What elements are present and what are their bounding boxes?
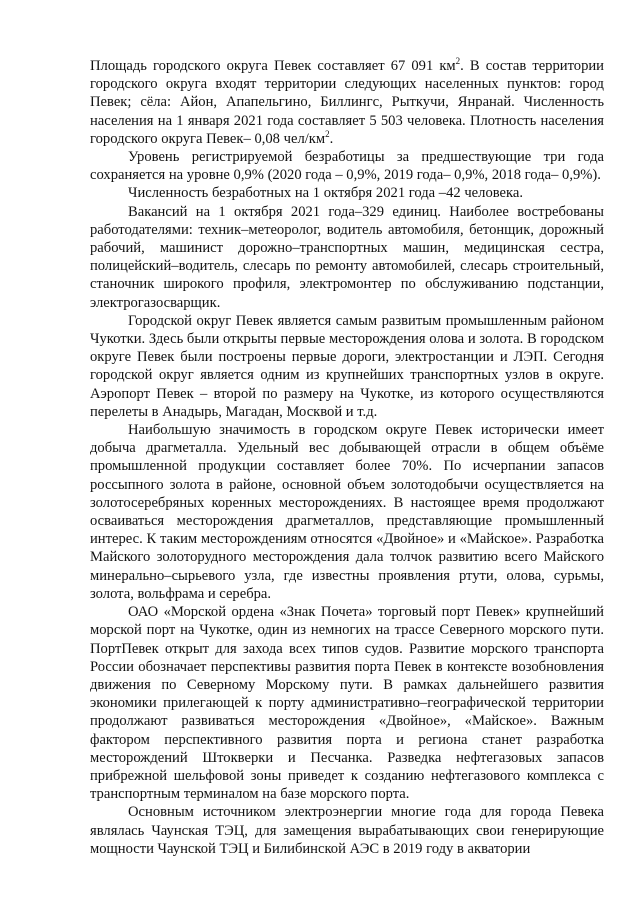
paragraph-unemployment-rate: Уровень регистрируемой безработицы за предшествующие три года сохраняется на уровне 0,9% (2020 года – 0,9%, 2019 года– 0,9%, 2018 года– 0,9%). xyxy=(90,149,604,184)
superscript-area-unit: 2 xyxy=(455,56,461,67)
territory-text-part-1: Площадь городского округа Певек составляет 67 091 км xyxy=(90,58,456,74)
document-body xyxy=(90,57,604,858)
paragraph-electricity: Основным источником электроэнергии многие года для города Певека являлась Чаунская ТЭЦ, для замещения вырабатывающих свои генерирующие мощности Чаунской ТЭЦ и Билибинской АЭС в 2019 году в акватории xyxy=(90,804,604,857)
paragraph-vacancies: Вакансий на 1 октября 2021 года–329 единиц. Наиболее востребованы работодателями: техник–метеоролог, водитель автомобиля, бетонщик, дорожный рабочий, машинист дорожно–транспортных машин, медицинская сестра, полицейский–водитель, слесарь по ремонту автомобилей, слесарь строительный, станочник широкого профиля, электромонтер по обслуживанию подстанции, электрогазосварщик. xyxy=(90,203,604,311)
paragraph-sea-port: ОАО «Морской ордена «Знак Почета» торговый порт Певек» крупнейший морской порт на Чукотке, один из немногих на трассе Северного морского пути. ПортПевек открыт для захода всех типов судов. Развитие морского транспорта России обозначает перспективы развития порта Певек в контексте возобновления движения по Северному Морскому пути. В рамках дальнейшего развития экономики прилегающей к порту административно–географической территории продолжают развиваться месторождения «Двойное», «Майское». Важным фактором перспективного развития порта и региона станет разработка месторождений Штокверки и Песчанка. Разведка нефтегазовых запасов прибрежной шельфовой зоны приведет к созданию нефтегазового комплекса с транспортным терминалом на базе морского порта. xyxy=(90,604,604,803)
territory-text-part-3: . xyxy=(329,130,334,147)
paragraph-gold-mining: Наибольшую значимость в городском округе Певек исторически имеет добыча драгметалла. Удельный вес добывающей отрасли в общем объёме промышленной продукции составляет более 70%. По исчерпании запасов россыпного золота в районе, основной объем золотодобычи осуществляется на золотосеребряных коренных месторождениях. В настоящее время продолжают осваиваться месторождения драгметаллов, представляющие промышленный интерес. К таким месторождениям относятся «Двойное» и «Майское». Разработка Майского золоторудного месторождения дала толчок развитию всего Майского минерально–сырьевого узла, где известны проявления ртути, олова, сурьмы, золота, вольфрама и серебра. xyxy=(90,422,604,602)
paragraph-industrial-district: Городской округ Певек является самым развитым промышленным районом Чукотки. Здесь были открыты первые месторождения олова и золота. В городском округе Певек были построены первые дороги, электростанции и ЛЭП. Сегодня городской округ является одним из крупнейших транспортных узлов в округе. Аэропорт Певек – второй по размеру на Чукотке, из которого осуществляются перелеты в Анадырь, Магадан, Москвой и т.д. xyxy=(90,312,604,420)
paragraph-unemployed-count: Численность безработных на 1 октября 2021 года –42 человека. xyxy=(128,185,524,202)
superscript-density-unit: 2 xyxy=(325,128,330,139)
paragraph-territory xyxy=(90,57,604,148)
territory-text-part-2: . В состав территории городского округа входят территории следующих населенных пунктов: город Певек; сёла: Айон, Апапельгино, Биллингс, Рыткучи, Янранай. Численность населения на 1 января 2021 года составляет 5 503 человека. Плотность населения городского округа Певек– 0,08 чел/км xyxy=(90,58,604,147)
